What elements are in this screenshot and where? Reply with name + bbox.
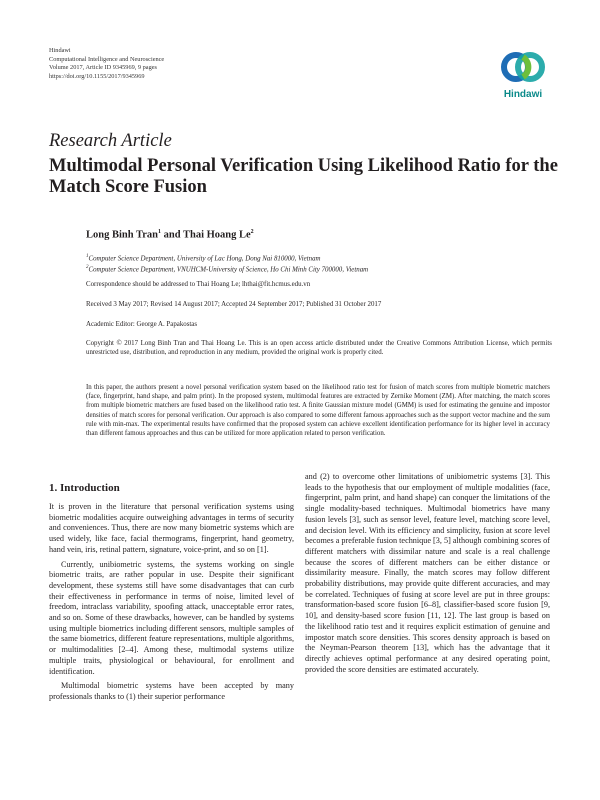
paragraph: It is proven in the literature that personal verification systems using biometric modalities acquire outweighing advantages in terms of security and conveniences. Thus, there are now many biometric systems which are used widely, like face, facial thermograms, fingerprint, hand geometry, hand vein, iris, retinal pattern, signature, voice-print, and so on [1]. (49, 502, 294, 554)
hindawi-logo-icon (497, 45, 549, 89)
affiliation-text: Computer Science Department, University of Lac Hong, Dong Nai 810000, Vietnam (88, 255, 321, 263)
correspondence: Correspondence should be addressed to Thai Hoang Le; lhthai@fit.hcmus.edu.vn (86, 281, 311, 288)
volume-info: Volume 2017, Article ID 9345969, 9 pages (49, 64, 157, 72)
affiliation (86, 252, 321, 263)
right-column (305, 472, 550, 675)
affiliation (86, 263, 368, 274)
author-separator: and (160, 229, 183, 241)
publication-dates: Received 3 May 2017; Revised 14 August 2017; Accepted 24 September 2017; Published 31 October 2017 (86, 301, 382, 308)
section-heading: 1. Introduction (49, 482, 120, 494)
author-name: Long Binh Tran (86, 229, 158, 241)
affiliation-number: 1 (86, 254, 89, 259)
paper-title: Multimodal Personal Verification Using Likelihood Ratio for the Match Score Fusion (49, 156, 558, 197)
paragraph: and (2) to overcome other limitations of unibiometric systems [3]. This leads to the hypothesis that our employment of multiple modalities (face, fingerprint, palm print, and hand shape) can conquer the limitations of the single modality-based techniques. Multimodal biometrics have many fusion levels [3], such as sensor level, feature level, matching score level, and decision level. With its efficiency and simplicity, fusion at score level becomes a preferable fusion technique [3, 5] although combining scores of different matchers with dissimilar nature and scale is a real challenge because the scores of different matchers can be either distance or dissimilarity measure. Finally, the match scores may follow different probability distributions, may provide quite different accuracies, and may be correlated. Techniques of fusing at score level are put in three groups: transformation-based score fusion [6–8], classifier-based score fusion [9, 10], and density-based score fusion [11, 12]. The last group is based on the likelihood ratio test and it requires explicit estimation of genuine and impostor match score densities. This scores density approach is based on the Neyman-Pearson theorem [13], which has the advantage that it directly achieves optimal performance at any desired operating point, provided the score densities are estimated accurately. (305, 472, 550, 674)
logo-wordmark: Hindawi (503, 89, 543, 100)
abstract: In this paper, the authors present a novel personal verification system based on the likelihood ratio test for fusion of match scores from multiple biometric matchers (face, fingerprint, hand shape, and palm print). In the proposed system, multimodal features are extracted by Zernike Moment (ZM). After matching, the match scores from multiple biometric matchers are fused based on the likelihood ratio test. A finite Gaussian mixture model (GMM) is used for estimating the genuine and impostor densities of match scores for personal verification. Our approach is also compared to some different famous approaches such as the support vector machine and the sum rule with min-max. The experimental results have confirmed that the proposed system can achieve excellent identification performance for its higher level in accuracy than different famous approaches and thus can be utilized for more application related to person verification. (86, 384, 550, 438)
affiliation-number: 2 (86, 265, 89, 270)
publisher-name: Hindawi (49, 47, 71, 54)
article-type: Research Article (49, 131, 172, 151)
doi-link[interactable]: https://doi.org/10.1155/2017/9345969 (49, 72, 145, 80)
academic-editor: Academic Editor: George A. Papakostas (86, 321, 198, 328)
journal-name: Computational Intelligence and Neuroscience (49, 55, 165, 63)
affiliation-marker: 2 (250, 229, 254, 235)
journal-header (49, 47, 164, 81)
left-column (49, 502, 294, 703)
author-list (86, 229, 254, 241)
paragraph: Currently, unibiometric systems, the systems working on single biometric traits, are rather popular in use. Despite their significant development, these systems still have some disadvantages that can curb their effectiveness in performance in terms of noise, limited level of freedom, intraclass variability, spoofing attack, unacceptable error rates, and so on. Some of these drawbacks, however, can be handled by systems using multiple biometrics including different sensors, multiple samples of the same biometrics, different feature representations, multiple algorithms, or multimodalities [2–4]. Among these, multimodal systems utilize multiple traits, physiological or behavioural, for enrollment and identification. (49, 559, 294, 676)
hindawi-logo (497, 45, 549, 105)
author-name: Thai Hoang Le (182, 229, 251, 241)
copyright-notice: Copyright © 2017 Long Binh Tran and Thai Hoang Le. This is an open access article distributed under the Creative Commons Attribution License, which permits unrestricted use, distribution, and reproduction in any medium, provided the original work is properly cited. (86, 340, 552, 356)
affiliation-text: Computer Science Department, VNUHCM-University of Science, Ho Chi Minh City 700000, Vietnam (88, 266, 369, 274)
affiliation-marker: 1 (157, 229, 161, 235)
paragraph: Multimodal biometric systems have been accepted by many professionals thanks to (1) their superior performance (49, 681, 294, 701)
